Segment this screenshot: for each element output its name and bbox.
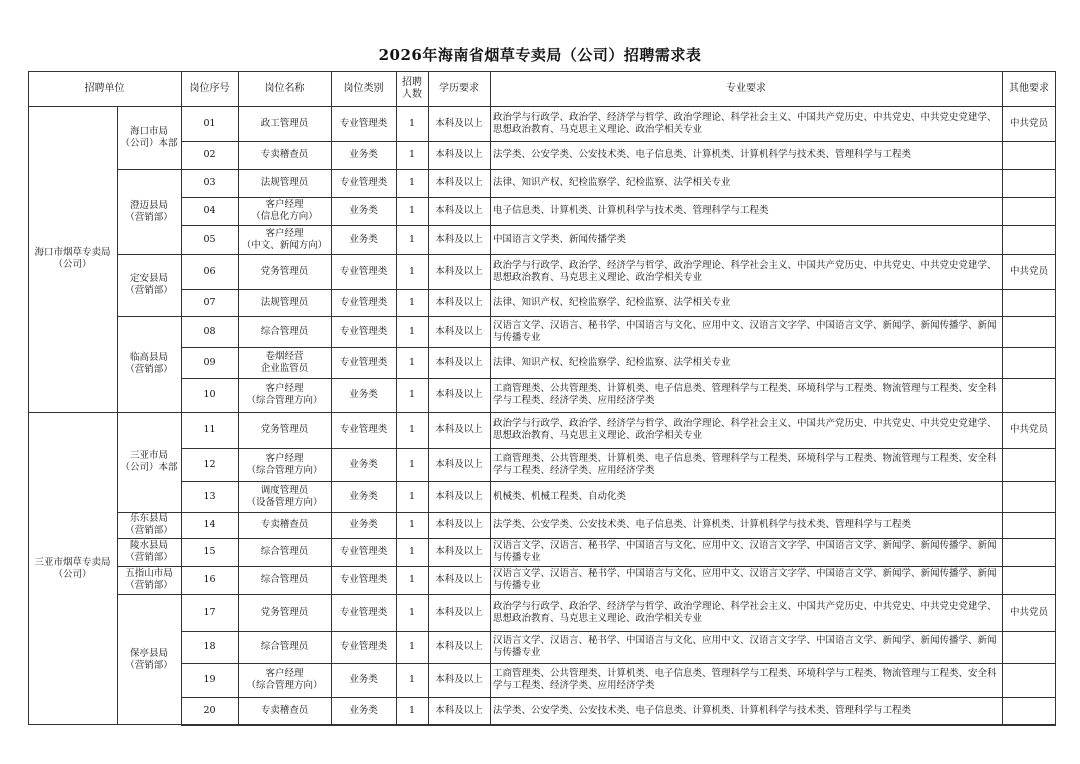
position-category: 专业管理类 <box>339 325 388 337</box>
position-name: 综合管理员 <box>260 546 309 557</box>
position-number: 08 <box>203 325 216 337</box>
headcount: 1 <box>408 490 416 502</box>
education-requirement: 本科及以上 <box>435 233 483 245</box>
sub-unit: 海口市局 （公司）本部 <box>120 125 178 149</box>
position-name: 法规管理员 <box>260 296 309 308</box>
other-requirement <box>1002 538 1056 566</box>
position-name: 客户经理 （中文、新闻方向） <box>241 227 328 251</box>
headcount: 1 <box>408 205 416 216</box>
header-name: 岗位名称 <box>264 82 305 94</box>
sub-unit: 陵水县局 （营销部） <box>125 540 173 563</box>
position-number: 14 <box>203 519 216 530</box>
education-requirement: 本科及以上 <box>435 705 483 716</box>
other-requirement <box>1002 663 1056 697</box>
headcount: 1 <box>408 356 416 368</box>
other-requirement <box>1002 169 1056 197</box>
education-requirement: 本科及以上 <box>435 574 483 585</box>
major-requirement: 政治学与行政学、政治学、经济学与哲学、政治学理论、科学社会主义、中国共产党历史、中共党史、中共党史党建学、思想政治教育、马克思主义理论、政治学相关专业 <box>493 111 997 135</box>
education-requirement: 本科及以上 <box>435 325 483 337</box>
other-requirement <box>1002 512 1056 538</box>
major-requirement: 汉语言文学、汉语言、秘书学、中国语言与文化、应用中文、汉语言文字学、中国语言文学、新闻学、新闻传播学、新闻与传播专业 <box>493 540 997 563</box>
position-number: 15 <box>203 546 216 557</box>
position-category: 业务类 <box>349 674 378 685</box>
position-name: 党务管理员 <box>260 265 309 277</box>
education-requirement: 本科及以上 <box>435 490 483 502</box>
position-name: 综合管理员 <box>260 574 309 585</box>
headcount: 1 <box>408 265 416 277</box>
major-requirement: 机械类、机械工程类、自动化类 <box>493 490 627 502</box>
major-requirement: 政治学与行政学、政治学、经济学与哲学、政治学理论、科学社会主义、中国共产党历史、中共党史、中共党史党建学、思想政治教育、马克思主义理论、政治学相关专业 <box>493 259 997 283</box>
headcount: 1 <box>408 177 416 188</box>
other-requirement <box>1002 631 1056 663</box>
position-category: 业务类 <box>349 705 378 716</box>
headcount: 1 <box>408 606 416 618</box>
major-requirement: 工商管理类、公共管理类、计算机类、电子信息类、管理科学与工程类、环境科学与工程类、物流管理与工程类、安全科学与工程类、经济学类、应用经济学类 <box>493 668 997 691</box>
position-name: 党务管理员 <box>260 606 309 618</box>
other-requirement <box>1002 347 1056 378</box>
other-requirement <box>1002 481 1056 512</box>
position-number: 10 <box>203 389 216 400</box>
position-name: 客户经理 （综合管理方向） <box>246 668 323 691</box>
headcount: 1 <box>408 424 416 435</box>
major-requirement: 法律、知识产权、纪检监察学、纪检监察、法学相关专业 <box>493 356 731 368</box>
position-category: 专业管理类 <box>339 424 388 435</box>
position-number: 02 <box>203 149 216 160</box>
header-other: 其他要求 <box>1009 82 1049 94</box>
position-category: 专业管理类 <box>339 117 388 129</box>
education-requirement: 本科及以上 <box>435 205 483 216</box>
position-name: 专卖稽查员 <box>260 519 309 530</box>
other-requirement <box>1002 141 1056 169</box>
other-requirement <box>1002 378 1056 412</box>
recruitment-table <box>28 71 1056 725</box>
education-requirement: 本科及以上 <box>435 356 483 368</box>
major-requirement: 政治学与行政学、政治学、经济学与哲学、政治学理论、科学社会主义、中国共产党历史、中共党史、中共党史党建学、思想政治教育、马克思主义理论、政治学相关专业 <box>493 418 997 441</box>
major-requirement: 电子信息类、计算机类、计算机科学与技术类、管理科学与工程类 <box>493 205 769 216</box>
education-requirement: 本科及以上 <box>435 389 483 400</box>
major-requirement: 法学类、公安学类、公安技术类、电子信息类、计算机类、计算机科学与技术类、管理科学与工程类 <box>493 705 912 716</box>
education-requirement: 本科及以上 <box>435 296 483 308</box>
major-requirement: 法学类、公安学类、公安技术类、电子信息类、计算机类、计算机科学与技术类、管理科学与工程类 <box>493 149 912 160</box>
position-number: 06 <box>203 265 216 277</box>
position-category: 专业管理类 <box>339 606 388 618</box>
sub-unit: 澄迈县局 （营销部） <box>125 199 173 223</box>
major-requirement: 工商管理类、公共管理类、计算机类、电子信息类、管理科学与工程类、环境科学与工程类、物流管理与工程类、安全科学与工程类、经济学类、应用经济学类 <box>493 452 997 476</box>
position-category: 业务类 <box>349 205 378 216</box>
education-requirement: 本科及以上 <box>435 546 483 557</box>
major-requirement: 汉语言文学、汉语言、秘书学、中国语言与文化、应用中文、汉语言文字学、中国语言文学、新闻学、新闻传播学、新闻与传播专业 <box>493 635 997 658</box>
other-requirement <box>1002 448 1056 481</box>
sub-unit: 临高县局 （营销部） <box>125 352 173 375</box>
position-category: 业务类 <box>349 389 378 400</box>
headcount: 1 <box>408 389 416 400</box>
other-requirement: 中共党员 <box>1009 265 1048 277</box>
other-requirement: 中共党员 <box>1009 117 1048 129</box>
header-unit: 招聘单位 <box>84 82 125 94</box>
page-title: 2026年海南省烟草专卖局（公司）招聘需求表 <box>378 46 702 64</box>
position-number: 07 <box>203 296 216 308</box>
education-requirement: 本科及以上 <box>435 641 483 652</box>
position-number: 04 <box>203 205 216 216</box>
position-number: 05 <box>203 233 216 245</box>
position-number: 16 <box>203 574 216 585</box>
sub-unit: 定安县局 （营销部） <box>125 273 173 296</box>
headcount: 1 <box>408 546 416 557</box>
headcount: 1 <box>408 574 416 585</box>
sub-unit: 保亭县局 （营销部） <box>125 647 173 671</box>
position-category: 专业管理类 <box>339 546 388 557</box>
education-requirement: 本科及以上 <box>435 674 483 685</box>
position-number: 01 <box>203 117 216 129</box>
position-name: 专卖稽查员 <box>260 149 309 160</box>
position-name: 客户经理 （信息化方向） <box>251 199 318 222</box>
headcount: 1 <box>408 458 416 470</box>
position-name: 客户经理 （综合管理方向） <box>246 383 323 406</box>
position-name: 法规管理员 <box>260 177 309 188</box>
education-requirement: 本科及以上 <box>435 149 483 160</box>
position-name: 客户经理 （综合管理方向） <box>246 452 323 476</box>
position-number: 12 <box>203 458 216 470</box>
sub-unit: 五指山市局 （营销部） <box>125 568 173 591</box>
education-requirement: 本科及以上 <box>435 519 483 530</box>
position-number: 13 <box>203 490 216 502</box>
other-requirement: 中共党员 <box>1009 606 1048 618</box>
header-count: 招聘 人数 <box>402 76 422 100</box>
position-name: 综合管理员 <box>260 641 309 652</box>
position-number: 11 <box>203 424 216 435</box>
major-requirement: 法律、知识产权、纪检监察学、纪检监察、法学相关专业 <box>493 177 731 188</box>
group-unit: 海口市烟草专卖局 （公司） <box>34 247 111 270</box>
headcount: 1 <box>408 296 416 308</box>
position-number: 20 <box>203 705 216 716</box>
header-major: 专业要求 <box>726 82 766 94</box>
sub-unit: 三亚市局 （公司）本部 <box>120 450 178 473</box>
header-category: 岗位类别 <box>343 82 384 94</box>
position-number: 17 <box>203 606 216 618</box>
education-requirement: 本科及以上 <box>435 177 483 188</box>
other-requirement <box>1002 566 1056 594</box>
education-requirement: 本科及以上 <box>435 606 483 618</box>
position-category: 专业管理类 <box>339 265 388 277</box>
position-number: 03 <box>203 177 216 188</box>
position-number: 19 <box>203 674 216 685</box>
position-name: 党务管理员 <box>260 424 309 435</box>
position-category: 业务类 <box>349 490 378 502</box>
sub-unit: 乐东县局 （营销部） <box>125 513 173 536</box>
major-requirement: 汉语言文学、汉语言、秘书学、中国语言与文化、应用中文、汉语言文字学、中国语言文学、新闻学、新闻传播学、新闻与传播专业 <box>493 319 997 343</box>
position-number: 18 <box>203 641 216 652</box>
education-requirement: 本科及以上 <box>435 458 483 470</box>
headcount: 1 <box>408 149 416 160</box>
header-seq: 岗位序号 <box>189 82 230 94</box>
headcount: 1 <box>408 674 416 685</box>
headcount: 1 <box>408 705 416 716</box>
position-name: 调度管理员 （设备管理方向） <box>246 484 323 508</box>
position-category: 专业管理类 <box>339 356 388 368</box>
headcount: 1 <box>408 519 416 530</box>
position-category: 业务类 <box>349 233 378 245</box>
other-requirement <box>1002 316 1056 347</box>
position-name: 综合管理员 <box>260 325 309 337</box>
position-category: 业务类 <box>349 458 378 470</box>
major-requirement: 法学类、公安学类、公安技术类、电子信息类、计算机类、计算机科学与技术类、管理科学与工程类 <box>493 519 912 530</box>
header-education: 学历要求 <box>439 82 479 94</box>
position-name: 卷烟经营 企业监管员 <box>260 350 309 374</box>
position-category: 专业管理类 <box>339 177 388 188</box>
major-requirement: 工商管理类、公共管理类、计算机类、电子信息类、管理科学与工程类、环境科学与工程类、物流管理与工程类、安全科学与工程类、经济学类、应用经济学类 <box>493 383 997 406</box>
position-category: 业务类 <box>349 519 378 530</box>
headcount: 1 <box>408 325 416 337</box>
group-unit: 三亚市烟草专卖局 （公司） <box>34 556 111 580</box>
position-number: 09 <box>203 356 216 368</box>
other-requirement <box>1002 289 1056 316</box>
other-requirement <box>1002 697 1056 725</box>
education-requirement: 本科及以上 <box>435 424 483 435</box>
headcount: 1 <box>408 233 416 245</box>
position-category: 专业管理类 <box>339 296 388 308</box>
position-name: 专卖稽查员 <box>260 705 309 716</box>
headcount: 1 <box>408 641 416 652</box>
table-rule <box>181 725 1056 726</box>
position-category: 业务类 <box>349 149 378 160</box>
education-requirement: 本科及以上 <box>435 117 483 129</box>
position-category: 专业管理类 <box>339 574 388 585</box>
other-requirement <box>1002 225 1056 254</box>
major-requirement: 中国语言文学类、新闻传播学类 <box>493 233 627 245</box>
position-name: 政工管理员 <box>260 117 309 129</box>
position-category: 专业管理类 <box>339 641 388 652</box>
education-requirement: 本科及以上 <box>435 265 483 277</box>
headcount: 1 <box>408 117 416 129</box>
major-requirement: 汉语言文学、汉语言、秘书学、中国语言与文化、应用中文、汉语言文字学、中国语言文学、新闻学、新闻传播学、新闻与传播专业 <box>493 568 997 591</box>
other-requirement: 中共党员 <box>1009 424 1048 435</box>
major-requirement: 法律、知识产权、纪检监察学、纪检监察、法学相关专业 <box>493 296 731 308</box>
major-requirement: 政治学与行政学、政治学、经济学与哲学、政治学理论、科学社会主义、中国共产党历史、中共党史、中共党史党建学、思想政治教育、马克思主义理论、政治学相关专业 <box>493 600 997 624</box>
other-requirement <box>1002 197 1056 225</box>
